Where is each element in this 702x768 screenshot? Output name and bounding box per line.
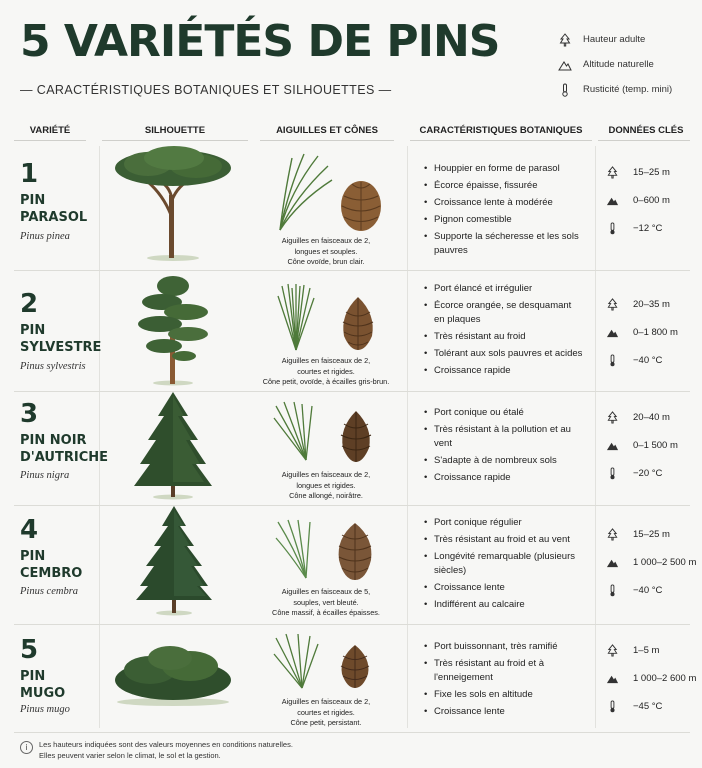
key-data xyxy=(606,636,702,720)
altitude-value: 0–600 m xyxy=(633,194,670,206)
page-title: 5 VARIÉTÉS DE PINS xyxy=(20,16,500,67)
pine-name: PIN NOIR D'AUTRICHE xyxy=(20,433,109,465)
feature-item: • Très résistant au froid et à l'enneigement xyxy=(424,657,584,685)
altitude-value: 0–1 500 m xyxy=(633,439,678,451)
header-caracteristiques: CARACTÉRISTIQUES BOTANIQUES xyxy=(419,124,583,136)
altitude-value: 1 000–2 600 m xyxy=(633,672,697,684)
page-subtitle: — CARACTÉRISTIQUES BOTANIQUES ET SILHOUETTES — xyxy=(20,83,392,97)
divider xyxy=(14,624,690,625)
feature-item: • Très résistant à la pollution et au vent xyxy=(424,423,584,451)
tree-height-icon xyxy=(606,411,619,424)
height-value: 15–25 m xyxy=(633,528,670,540)
feature-item: • Port conique ou étalé xyxy=(424,406,584,420)
feature-item: • Très résistant au froid xyxy=(424,330,584,344)
pine-latin-name: Pinus cembra xyxy=(20,586,79,597)
divider xyxy=(14,505,690,506)
cone-illustration xyxy=(336,408,376,464)
pine-name: PIN PARASOL xyxy=(20,193,88,225)
feature-item: • Croissance lente xyxy=(424,581,584,595)
height-value: 20–35 m xyxy=(633,298,670,310)
thermometer-icon xyxy=(606,700,619,713)
cone-illustration xyxy=(336,642,374,690)
thermometer-icon xyxy=(606,467,619,480)
needles-illustration xyxy=(276,282,316,352)
swiss-pine-silhouette xyxy=(134,504,214,616)
features-list xyxy=(424,282,584,381)
feature-item: • Très résistant au froid et au vent xyxy=(424,533,584,547)
legend-label: Rusticité (temp. mini) xyxy=(583,84,673,95)
height-row xyxy=(606,520,702,548)
divider xyxy=(14,270,690,271)
divider xyxy=(598,140,690,141)
needles-caption: Aiguilles en faisceaux de 2, longues et rigides. Cône allongé, noirâtre. xyxy=(281,470,371,500)
feature-item: • S'adapte à de nombreux sols xyxy=(424,454,584,468)
pine-name: PIN CEMBRO xyxy=(20,549,83,581)
temp-row xyxy=(606,214,702,242)
height-row xyxy=(606,290,702,318)
temp-row xyxy=(606,576,702,604)
legend-item-altitude xyxy=(558,52,698,77)
feature-item: • Croissance rapide xyxy=(424,364,584,378)
black-pine-silhouette xyxy=(130,390,216,500)
pine-number: 5 xyxy=(20,635,39,665)
mountain-icon xyxy=(606,439,619,452)
needles-illustration xyxy=(270,152,334,232)
tree-height-icon xyxy=(606,528,619,541)
pine-latin-name: Pinus nigra xyxy=(20,470,70,481)
height-row xyxy=(606,636,702,664)
mountain-icon xyxy=(606,556,619,569)
pine-number: 3 xyxy=(20,399,39,429)
height-value: 1–5 m xyxy=(633,644,660,656)
key-data xyxy=(606,520,702,604)
cone-illustration xyxy=(338,294,378,352)
pine-latin-name: Pinus pinea xyxy=(20,231,70,242)
tree-height-icon xyxy=(606,166,619,179)
header-donnees: DONNÉES CLÉS xyxy=(608,124,684,136)
info-icon: i xyxy=(20,741,33,754)
mountain-icon xyxy=(558,58,572,72)
pine-number: 1 xyxy=(20,159,39,189)
needles-caption: Aiguilles en faisceaux de 2, courtes et rigides. Cône petit, ovoïde, à écailles gris-brun. xyxy=(262,356,390,386)
features-list xyxy=(424,640,584,722)
temp-value: −45 °C xyxy=(633,700,663,712)
footer-text: Les hauteurs indiquées sont des valeurs moyennes en conditions naturelles. Elles peuvent varier selon le climat, le sol et la gestion. xyxy=(39,740,293,760)
temp-row xyxy=(606,459,702,487)
altitude-row xyxy=(606,431,702,459)
temp-value: −40 °C xyxy=(633,354,663,366)
pine-number: 4 xyxy=(20,515,39,545)
feature-item: • Croissance rapide xyxy=(424,471,584,485)
tree-height-icon xyxy=(558,33,572,47)
pine-latin-name: Pinus mugo xyxy=(20,704,70,715)
needles-illustration xyxy=(272,632,322,690)
feature-item: • Indifférent au calcaire xyxy=(424,598,584,612)
altitude-row xyxy=(606,318,702,346)
altitude-value: 1 000–2 500 m xyxy=(633,556,697,568)
temp-value: −20 °C xyxy=(633,467,663,479)
legend-item-height xyxy=(558,27,698,52)
feature-item: • Pignon comestible xyxy=(424,213,584,227)
needles-illustration xyxy=(274,518,320,580)
mountain-icon xyxy=(606,326,619,339)
cone-illustration xyxy=(334,520,376,582)
temp-row xyxy=(606,692,702,720)
footer-note xyxy=(14,732,690,763)
height-row xyxy=(606,403,702,431)
tree-height-icon xyxy=(606,298,619,311)
feature-item: • Supporte la sécheresse et les sols pauvres xyxy=(424,230,584,258)
pine-number: 2 xyxy=(20,289,39,319)
key-data xyxy=(606,158,702,242)
legend xyxy=(558,27,698,102)
temp-value: −40 °C xyxy=(633,584,663,596)
tree-height-icon xyxy=(606,644,619,657)
temp-value: −12 °C xyxy=(633,222,663,234)
pine-name: PIN SYLVESTRE xyxy=(20,323,102,355)
thermometer-icon xyxy=(606,584,619,597)
divider xyxy=(14,140,86,141)
height-value: 20–40 m xyxy=(633,411,670,423)
features-list xyxy=(424,406,584,488)
key-data xyxy=(606,290,702,374)
mountain-icon xyxy=(606,194,619,207)
legend-item-temp xyxy=(558,77,698,102)
feature-item: • Port conique régulier xyxy=(424,516,584,530)
divider xyxy=(410,140,592,141)
thermometer-icon xyxy=(606,354,619,367)
mountain-icon xyxy=(606,672,619,685)
height-row xyxy=(606,158,702,186)
divider xyxy=(407,146,408,728)
height-value: 15–25 m xyxy=(633,166,670,178)
altitude-row xyxy=(606,548,702,576)
key-data xyxy=(606,403,702,487)
feature-item: • Fixe les sols en altitude xyxy=(424,688,584,702)
needles-caption: Aiguilles en faisceaux de 2, longues et souples. Cône ovoïde, brun clair. xyxy=(281,236,371,266)
feature-item: • Longévité remarquable (plusieurs siècles) xyxy=(424,550,584,578)
feature-item: • Croissance lente à modérée xyxy=(424,196,584,210)
feature-item: • Port élancé et irrégulier xyxy=(424,282,584,296)
altitude-row xyxy=(606,664,702,692)
features-list xyxy=(424,162,584,261)
feature-item: • Croissance lente xyxy=(424,705,584,719)
stone-pine-silhouette xyxy=(108,140,238,262)
divider xyxy=(595,146,596,728)
cone-illustration xyxy=(338,176,384,234)
feature-item: • Tolérant aux sols pauvres et acides xyxy=(424,347,584,361)
header-silhouette: SILHOUETTE xyxy=(144,124,206,136)
divider xyxy=(260,140,394,141)
needles-caption: Aiguilles en faisceaux de 2, courtes et rigides. Cône petit, persistant. xyxy=(281,697,371,727)
scots-pine-silhouette xyxy=(128,272,218,386)
feature-item: • Écorce épaisse, fissurée xyxy=(424,179,584,193)
legend-label: Hauteur adulte xyxy=(583,34,646,45)
needles-caption: Aiguilles en faisceaux de 5, souples, vert bleuté. Cône massif, à écailles épaisses. xyxy=(272,587,380,617)
legend-label: Altitude naturelle xyxy=(583,59,654,70)
feature-item: • Houppier en forme de parasol xyxy=(424,162,584,176)
needles-illustration xyxy=(272,400,318,462)
altitude-value: 0–1 800 m xyxy=(633,326,678,338)
altitude-row xyxy=(606,186,702,214)
thermometer-icon xyxy=(558,83,572,97)
temp-row xyxy=(606,346,702,374)
thermometer-icon xyxy=(606,222,619,235)
feature-item: • Écorce orangée, se desquamant en plaques xyxy=(424,299,584,327)
pine-name: PIN MUGO xyxy=(20,669,66,701)
feature-item: • Port buissonnant, très ramifié xyxy=(424,640,584,654)
mountain-pine-silhouette xyxy=(110,640,236,706)
divider xyxy=(14,391,690,392)
header-aiguilles: AIGUILLES ET CÔNES xyxy=(276,124,378,136)
features-list xyxy=(424,516,584,615)
pine-latin-name: Pinus sylvestris xyxy=(20,361,86,372)
header-variete: VARIÉTÉ xyxy=(29,124,71,136)
